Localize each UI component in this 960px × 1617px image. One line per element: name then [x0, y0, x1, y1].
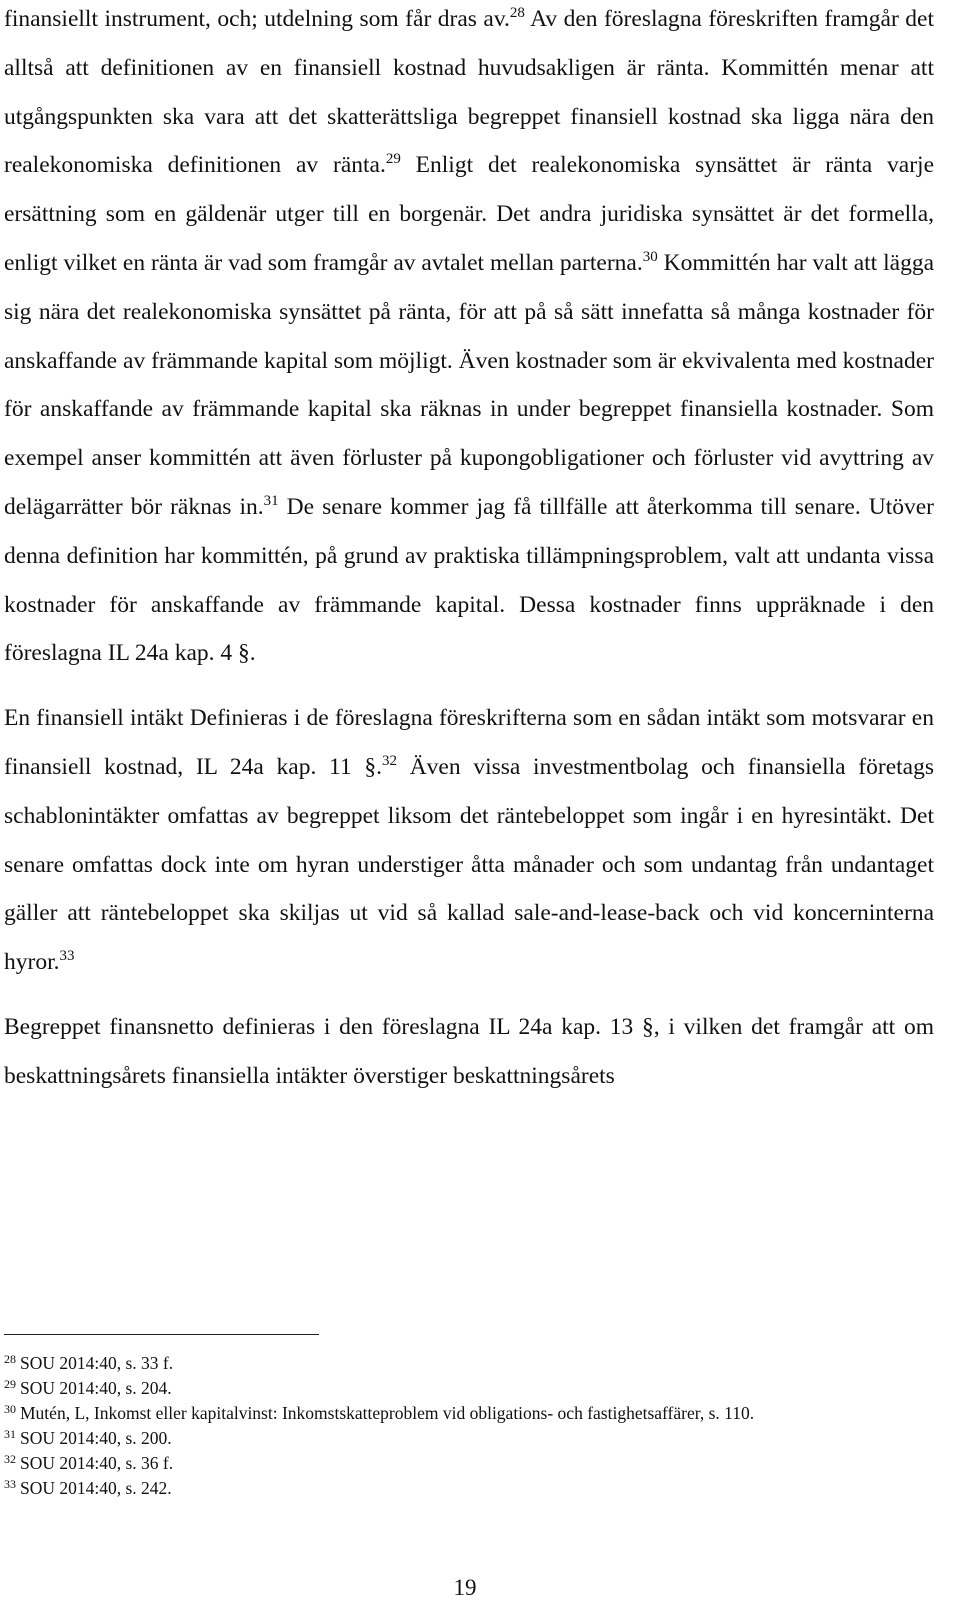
- paragraph-text: Även vissa investmentbolag och finansiella företags schablonintäkter omfattas av begreppet liksom det räntebeloppet som ingår i en hyresintäkt. Det senare omfattas dock inte om hyran understiger åtta månader och som undantag från undantaget gäller att räntebeloppet ska skiljas ut vid så kallad sale-and-lease-back och vid koncerninterna hyror.: [4, 753, 934, 976]
- footnote-number: 31: [4, 1427, 16, 1441]
- footnote-reference[interactable]: 29: [385, 151, 401, 168]
- footnote-number: 29: [4, 1377, 16, 1391]
- footnote: [4, 1451, 934, 1476]
- footnote-number: 28: [4, 1352, 16, 1366]
- footnote-reference[interactable]: 33: [59, 948, 75, 965]
- paragraph: [4, 1003, 934, 1101]
- footnote-reference[interactable]: 30: [642, 248, 658, 265]
- footnote-reference[interactable]: 32: [382, 752, 397, 769]
- footnotes: [4, 1351, 934, 1501]
- footnote-text: SOU 2014:40, s. 200.: [20, 1428, 172, 1448]
- footnote-reference[interactable]: 28: [509, 5, 525, 21]
- paragraph-text: Enligt det realekonomiska synsättet är ränta varje ersättning som en gäldenär utger till en borgenär. Det andra juridiska synsättet är det formella, enligt vilket en ränta är vad som framgår av avtalet mellan parterna.: [4, 152, 934, 276]
- footnote-separator: [4, 1334, 319, 1335]
- paragraph-text: Begreppet finansnetto definieras i den föreslagna IL 24a kap. 13 §, i vilken det framgår att om beskattningsårets finansiella intäkter överstiger beskattningsårets: [4, 1013, 934, 1089]
- paragraph-text: Av den föreslagna föreskriften framgår det alltså att definitionen av en finansiell kostnad huvudsakligen är ränta. Kommittén menar att utgångspunkten ska vara att det skatterättsliga begreppet finansiell kostnad ska ligga nära den realekonomiska definitionen av ränta.: [4, 6, 934, 179]
- page-body: [4, 0, 934, 1101]
- footnote-reference[interactable]: 31: [263, 492, 279, 509]
- footnote-number: 32: [4, 1452, 16, 1466]
- footnote-text: SOU 2014:40, s. 36 f.: [20, 1453, 174, 1473]
- footnote-number: 30: [4, 1402, 16, 1416]
- page-number: 19: [453, 1575, 477, 1600]
- footnote-text: SOU 2014:40, s. 204.: [20, 1378, 172, 1398]
- footnote: [4, 1376, 934, 1401]
- paragraph: [4, 0, 934, 678]
- footnote: [4, 1351, 934, 1376]
- paragraph: [4, 694, 934, 987]
- paragraph-text: finansiellt instrument, och; utdelning som får dras av.: [4, 6, 510, 32]
- footnote: [4, 1476, 934, 1501]
- footnote-text: SOU 2014:40, s. 242.: [20, 1478, 172, 1498]
- footnote: [4, 1401, 934, 1426]
- footnote: [4, 1426, 934, 1451]
- paragraph-text: En finansiell intäkt Definieras i de föreslagna föreskrifterna som en sådan intäkt som motsvarar en finansiell kostnad, IL 24a kap. 11 §.: [4, 705, 934, 780]
- paragraph-text: De senare kommer jag få tillfälle att återkomma till senare. Utöver denna definition har kommittén, på grund av praktiska tillämpningsproblem, valt att undanta vissa kostnader för anskaffande av främmande kapital. Dessa kostnader finns uppräknade i den föreslagna IL 24a kap. 4 §.: [4, 493, 934, 667]
- footnote-text: SOU 2014:40, s. 33 f.: [20, 1353, 174, 1373]
- footnote-text: Mutén, L, Inkomst eller kapitalvinst: Inkomstskatteproblem vid obligations- och fastighetsaffärer, s. 110.: [20, 1403, 755, 1423]
- footnote-number: 33: [4, 1477, 16, 1491]
- paragraph-text: Kommittén har valt att lägga sig nära det realekonomiska synsättet på ränta, för att på så sätt innefatta så många kostnader för anskaffande av främmande kapital som möjligt. Även kostnader som är ekvivalenta med kostnader för anskaffande av främmande kapital ska räknas in under begreppet finansiella kostnader. Som exempel anser kommittén att även förluster på kupongobligationer och förluster vid avyttring av delägarrätter bör räknas in.: [4, 249, 935, 520]
